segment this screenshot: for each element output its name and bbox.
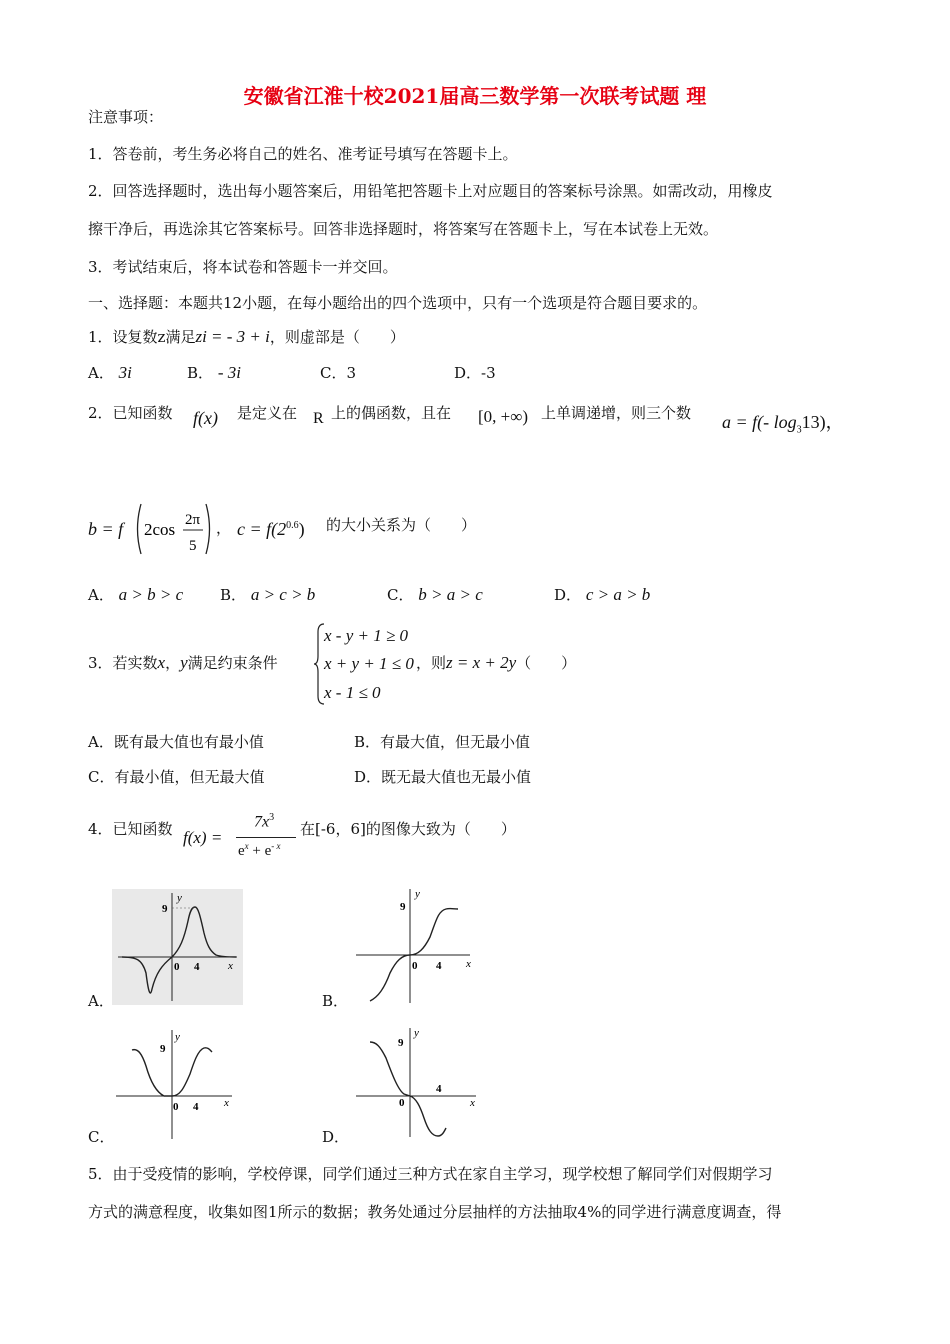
q2-option-b[interactable] [220, 584, 315, 605]
q3-option-c[interactable]: C．有最小值，但无最大值 [88, 768, 265, 786]
q4-option-d[interactable]: D． [322, 1128, 350, 1146]
graph-b-y-label: y [415, 888, 420, 900]
q2-option-d-expr: c > a > b [585, 585, 651, 604]
graph-c-four: 4 [193, 1101, 199, 1113]
q2-R: R [313, 410, 324, 427]
q2-option-b-expr: a > c > b [250, 585, 316, 604]
q1-option-b[interactable] [187, 362, 241, 383]
q2-option-a-label: A． [88, 586, 114, 604]
graph-b-nine: 9 [400, 901, 406, 913]
q3-sep: ， [165, 654, 181, 672]
q3-y: y [180, 653, 188, 672]
q2-line1-d: 上单调递增，则三个数 [541, 404, 692, 422]
q2-b-lhs: b = f [88, 519, 124, 539]
q2-c-expr: $c = f(2^{0.6})$ [237, 519, 305, 539]
q3-paren: （ ） [516, 654, 577, 672]
q3-constraint-3: x - 1 ≤ 0 [324, 683, 381, 702]
q1-prefix: 1．设复数z满足 [88, 328, 196, 346]
graph-b-x-label: x [466, 958, 471, 970]
graph-d-svg [352, 1024, 482, 1139]
q2-option-b-label: B． [220, 586, 247, 604]
q4-option-b[interactable]: B． [322, 992, 349, 1010]
graph-a-svg [112, 889, 243, 1005]
graph-a-zero: 0 [174, 961, 180, 973]
graph-a-y-label: y [177, 892, 182, 904]
q2-b-cos: 2cos [144, 520, 176, 539]
q4-option-a[interactable]: A． [88, 992, 114, 1010]
q3-option-a[interactable]: A．既有最大值也有最小值 [88, 733, 264, 751]
q1-option-d[interactable]: D．-3 [454, 364, 496, 382]
graph-d-nine: 9 [398, 1037, 404, 1049]
graph-c-x-label: x [224, 1097, 229, 1109]
q1-option-a-label: A． [88, 364, 114, 382]
q2-option-a-expr: a > b > c [118, 585, 184, 604]
graph-b-svg [350, 885, 480, 1005]
q1-option-b-label: B． [187, 364, 214, 382]
graph-d-curve [370, 1042, 446, 1136]
graph-d-four: 4 [436, 1083, 442, 1095]
q2-b-den: 5 [189, 538, 197, 554]
question-3 [88, 652, 278, 673]
q1-suffix: ，则虚部是（ ） [269, 328, 405, 346]
q3-constraint-2: x + y + 1 ≤ 0 [324, 654, 414, 673]
q2-option-a[interactable] [88, 584, 183, 605]
q4-graph-d[interactable] [352, 1024, 482, 1139]
q2-b-sep: ， [216, 519, 232, 537]
q4-frac-bar [236, 837, 296, 838]
q2-option-c-expr: b > a > c [418, 585, 483, 604]
graph-d-y-label: y [414, 1027, 419, 1039]
q2-option-d[interactable] [554, 584, 650, 605]
q5-line-1: 5．由于受疫情的影响，学校停课，同学们通过三种方式在家自主学习，现学校想了解同学们对假期学习 [88, 1165, 773, 1183]
page-title: 安徽省江淮十校2021届高三数学第一次联考试题 理 [243, 84, 707, 108]
q2-fx: f(x) [193, 408, 218, 428]
q2-option-d-label: D． [554, 586, 582, 604]
q2-line1-b: 是定义在 [237, 404, 298, 422]
notice-item-2-cont: 擦干净后，再选涂其它答案标号。回答非选择题时，将答案写在答题卡上，写在本试卷上无效。 [88, 220, 719, 238]
q3-option-b[interactable]: B．有最大值，但无最小值 [354, 733, 531, 751]
q4-graph-b[interactable] [350, 885, 480, 1005]
graph-c-svg [112, 1026, 242, 1141]
q2-b-num: 2π [185, 512, 201, 528]
notice-heading: 注意事项： [88, 108, 164, 126]
notice-item-2: 2．回答选择题时，选出每小题答案后，用铅笔把答题卡上对应题目的答案标号涂黑。如需改动，用橡皮 [88, 182, 773, 200]
graph-a-nine: 9 [162, 903, 168, 915]
graph-b-four: 4 [436, 960, 442, 972]
graph-a-x-label: x [228, 960, 233, 972]
q1-option-b-expr: - 3i [217, 363, 241, 382]
q2-line1-a: 2．已知函数 [88, 404, 173, 422]
graph-a-curve [122, 907, 236, 993]
q3-z: z = x + 2y [446, 653, 517, 672]
q3-constraint-1: x - y + 1 ≥ 0 [324, 626, 409, 645]
notice-item-3: 3．考试结束后，将本试卷和答题卡一并交回。 [88, 258, 398, 276]
q3-x: x [157, 653, 166, 672]
graph-c-zero: 0 [173, 1101, 179, 1113]
graph-a-four: 4 [194, 961, 200, 973]
q3-option-d[interactable]: D．既无最大值也无最小值 [354, 768, 532, 786]
q2-option-c-label: C． [387, 586, 414, 604]
q2-a-expr: a = f(- $\log_313$)， [722, 412, 844, 436]
q1-option-a-expr: 3i [118, 363, 132, 382]
graph-d-zero: 0 [399, 1097, 405, 1109]
q4-denominator: $e^x + e^{- x}$ [238, 841, 281, 859]
q2-b-paren-group [133, 500, 213, 558]
q2-right-paren [206, 504, 210, 554]
notice-item-1: 1．答卷前，考生务必将自己的姓名、准考证号填写在答题卡上。 [88, 145, 518, 163]
q2-option-c[interactable] [387, 584, 483, 605]
q5-line-2: 方式的满意程度，收集如图1所示的数据；教务处通过分层抽样的方法抽取4%的同学进行满意度调查，得 [88, 1203, 782, 1221]
graph-c-y-label: y [175, 1031, 180, 1043]
q3-mid: 满足约束条件 [187, 654, 278, 672]
q4-numerator: $7x^3$ [254, 812, 275, 831]
graph-d-x-label: x [470, 1097, 475, 1109]
q2-line2-end: 的大小关系为（ ） [326, 516, 477, 534]
q3-then: ，则 [416, 654, 447, 672]
q4-graph-c[interactable] [112, 1026, 242, 1141]
graph-c-nine: 9 [160, 1043, 166, 1055]
q2-line1-c: 上的偶函数，且在 [331, 404, 452, 422]
q4-graph-a[interactable] [112, 889, 243, 1005]
q1-option-a[interactable] [88, 362, 132, 383]
q1-option-c[interactable]: C．3 [320, 364, 357, 382]
question-1 [88, 326, 405, 347]
q2-left-paren [138, 504, 142, 554]
q2-interval: [0, +∞) [478, 407, 529, 426]
section-heading: 一、选择题：本题共12小题，在每小题给出的四个选项中，只有一个选项是符合题目要求的。 [88, 294, 708, 312]
q3-prefix: 3．若实数 [88, 654, 158, 672]
q1-formula: zi = - 3 + i [195, 327, 270, 346]
q4-suffix: 在[-6，6]的图像大致为（ ） [300, 820, 516, 838]
question-3-tail [416, 652, 576, 673]
q4-option-c[interactable]: C． [88, 1128, 115, 1146]
q4-lhs: f(x) = [183, 828, 223, 847]
graph-b-zero: 0 [412, 960, 418, 972]
q4-prefix: 4．已知函数 [88, 820, 173, 838]
